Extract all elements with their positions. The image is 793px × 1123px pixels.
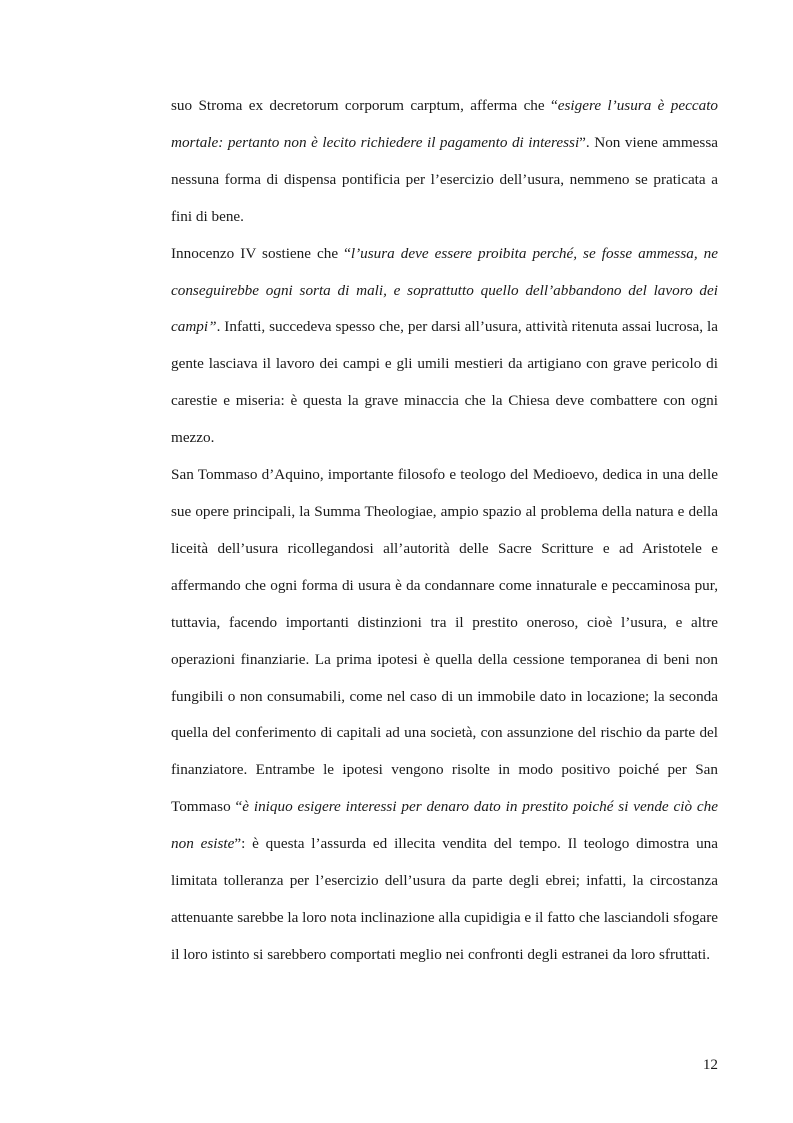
paragraph-1-text: suo Stroma ex decretorum corporum carptum, afferma che “ (171, 97, 558, 114)
paragraph-1-quote: esigere l’usura è peccato mortale: pertanto non è lecito richiedere il pagamento di interessi (171, 97, 719, 151)
paragraph-3-text-end: ”: è questa l’assurda ed illecita vendita del tempo. Il teologo dimostra una limitata tolleranza per l’esercizio dell’usura da parte degli ebrei; infatti, la circostanza attenuante sarebbe la loro nota inclinazione alla cupidigia e il fatto che lasciandoli sfogare il loro istinto si sarebbero comportati meglio nei confronti degli estranei da loro sfruttati. (171, 835, 718, 963)
paragraph-3-quote: è iniquo esigere interessi per denaro dato in prestito poiché si vende ciò che non esiste (171, 798, 718, 853)
page-body (171, 88, 718, 974)
paragraph-1 (171, 88, 718, 236)
paragraph-2-text-end: . Infatti, succedeva spesso che, per darsi all’usura, attività ritenuta assai lucrosa, la gente lasciava il lavoro dei campi e gli umili mestieri da artigiano con grave pericolo di carestie e miseria: è questa la grave minaccia che la Chiesa deve combattere con ogni mezzo. (171, 318, 718, 447)
paragraph-1-text-end: ”. Non viene ammessa nessuna forma di dispensa pontificia per l’esercizio dell’usura, nemmeno se praticata a fini di bene. (171, 133, 718, 225)
paragraph-2 (171, 236, 718, 457)
paragraph-2-text: Innocenzo IV sostiene che “ (171, 244, 351, 262)
paragraph-3-text: San Tommaso d’Aquino, importante filosofo e teologo del Medioevo, dedica in una delle sue opere principali, la Summa Theologiae, ampio spazio al problema della natura e della liceità dell’usura ricollegandosi all’autorità delle Sacre Scritture e ad Aristotele e affermando che ogni forma di usura è da condannare come innaturale e peccaminosa pur, tuttavia, facendo importanti distinzioni tra il prestito oneroso, cioè l’usura, e altre operazioni finanziarie. La prima ipotesi è quella della cessione temporanea di beni non fungibili o non consumabili, come nel caso di un immobile dato in locazione; la seconda quella del conferimento di capitali ad una società, con assunzione del rischio da parte del finanziatore. Entrambe le ipotesi vengono risolte in modo positivo poiché per San Tommaso “ (171, 466, 718, 816)
page-number: 12 (702, 1056, 718, 1073)
paragraph-2-quote: l’usura deve essere proibita perché, se fosse ammessa, ne conseguirebbe ogni sorta di mali, e soprattutto quello dell’abbandono del lavoro dei campi” (171, 244, 718, 336)
paragraph-3 (171, 457, 718, 974)
